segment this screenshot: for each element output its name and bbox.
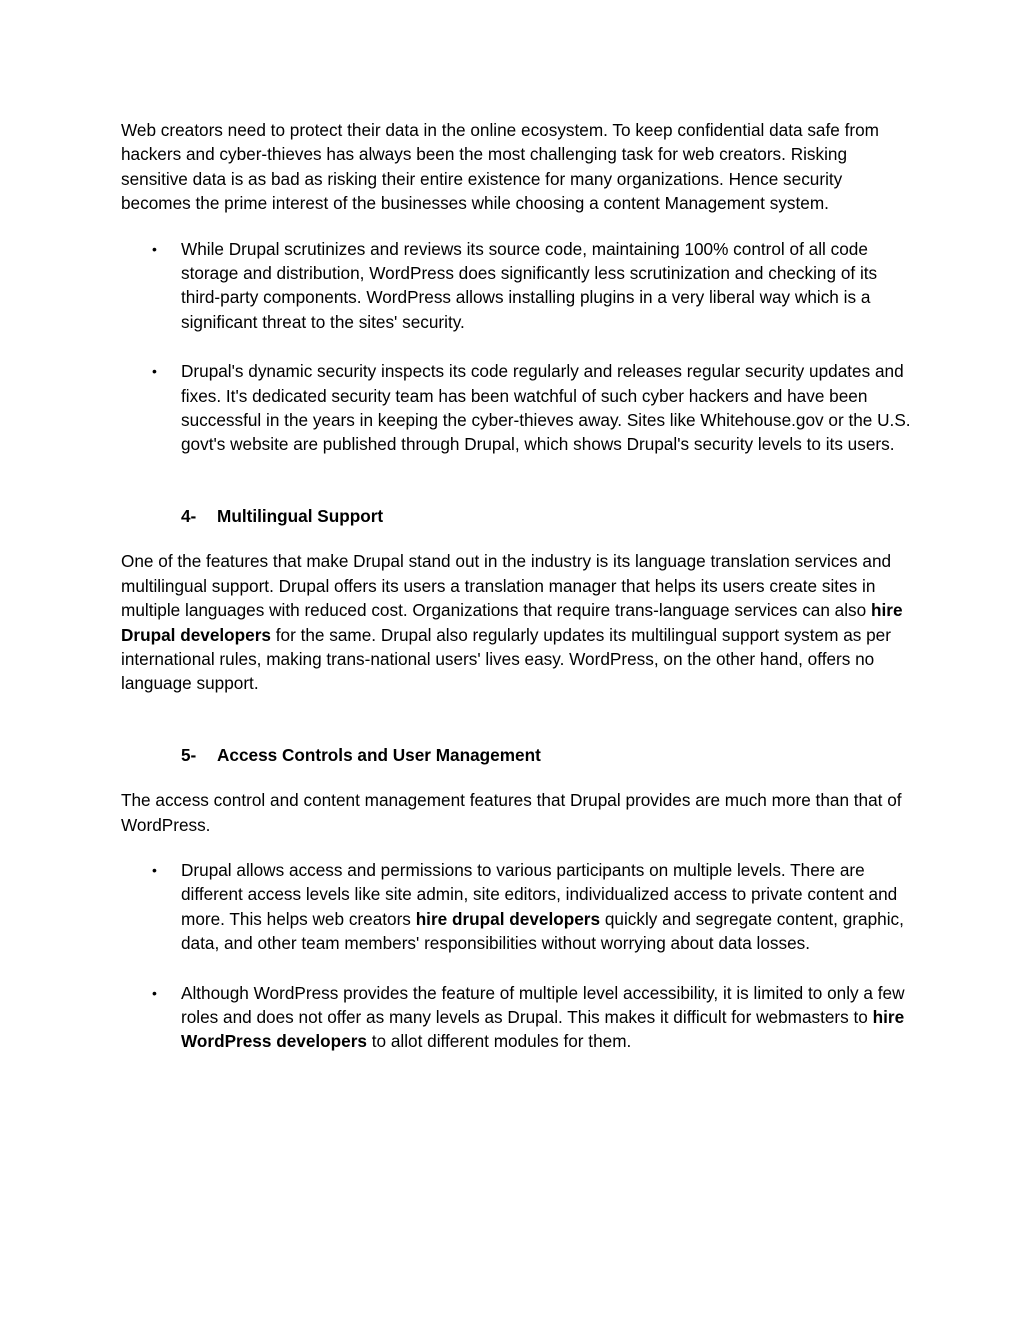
bullet-icon: •: [152, 861, 157, 878]
list-item: [121, 359, 911, 457]
bullet-icon: •: [152, 363, 157, 380]
section-heading-access-controls: [121, 743, 911, 767]
section-number: 4-: [181, 505, 197, 526]
bullet-icon: •: [152, 240, 157, 257]
paragraph-text: One of the features that make Drupal stand out in the industry is its language translation services and multilingual support. Drupal offers its users a translation manager that helps its users create sites in multiple languages with reduced cost. Organizations that require trans-language services can also: [121, 551, 892, 621]
section-heading-multilingual: [121, 504, 911, 528]
list-item: [121, 981, 911, 1054]
section-title: Multilingual Support: [217, 505, 384, 526]
bold-phrase: hire WordPress developers: [181, 1006, 905, 1052]
bullet-text: Drupal's dynamic security inspects its code regularly and releases regular security updates and fixes. It's dedicated security team has been watchful of such cyber hackers and have been successful in the years in keeping the cyber-thieves away. Sites like Whitehouse.gov or the U.S. govt's website are published through Drupal, which shows Drupal's security levels to its users.: [181, 361, 911, 455]
bullet-text: quickly and segregate content, graphic, data, and other team members' responsibilities without worrying about data losses.: [181, 908, 904, 954]
intro-paragraph: Web creators need to protect their data in the online ecosystem. To keep confidential data safe from hackers and cyber-thieves has always been the most challenging task for web creators. Risking sensitive data is as bad as risking their entire existence for many organizations. Hence security becomes the prime interest of the businesses while choosing a content Management system.: [121, 120, 879, 214]
section-title: Access Controls and User Management: [217, 744, 541, 765]
list-item: [121, 237, 911, 335]
bullet-text: While Drupal scrutinizes and reviews its source code, maintaining 100% control of all code storage and distribution, WordPress does significantly less scrutinization and checking of its third-party components. WordPress allows installing plugins in a very liberal way which is a significant threat to the sites' security.: [181, 238, 878, 332]
multilingual-paragraph: [121, 549, 911, 695]
bullet-text: to allot different modules for them.: [366, 1031, 632, 1052]
paragraph-text: for the same. Drupal also regularly updates its multilingual support system as per international rules, making trans-national users' lives easy. WordPress, on the other hand, offers no language support.: [121, 624, 891, 694]
bold-phrase: hire Drupal developers: [121, 600, 903, 645]
access-intro-paragraph: The access control and content management features that Drupal provides are much more than that of WordPress.: [121, 790, 902, 835]
bullet-text: Drupal allows access and permissions to various participants on multiple levels. There are different access levels like site admin, site editors, individualized access to private content and more. This helps web creators: [181, 859, 898, 929]
document-page: [121, 118, 911, 1079]
list-item: [121, 858, 911, 956]
bullet-text: Although WordPress provides the feature of multiple level accessibility, it is limited to only a few roles and does not offer as many levels as Drupal. This makes it difficult for webmasters to: [181, 982, 905, 1027]
security-bullet-list: [121, 237, 911, 457]
section-number: 5-: [181, 744, 197, 765]
access-bullet-list: [121, 858, 911, 1054]
bold-phrase: hire drupal developers: [415, 908, 601, 929]
bullet-icon: •: [152, 984, 157, 1001]
